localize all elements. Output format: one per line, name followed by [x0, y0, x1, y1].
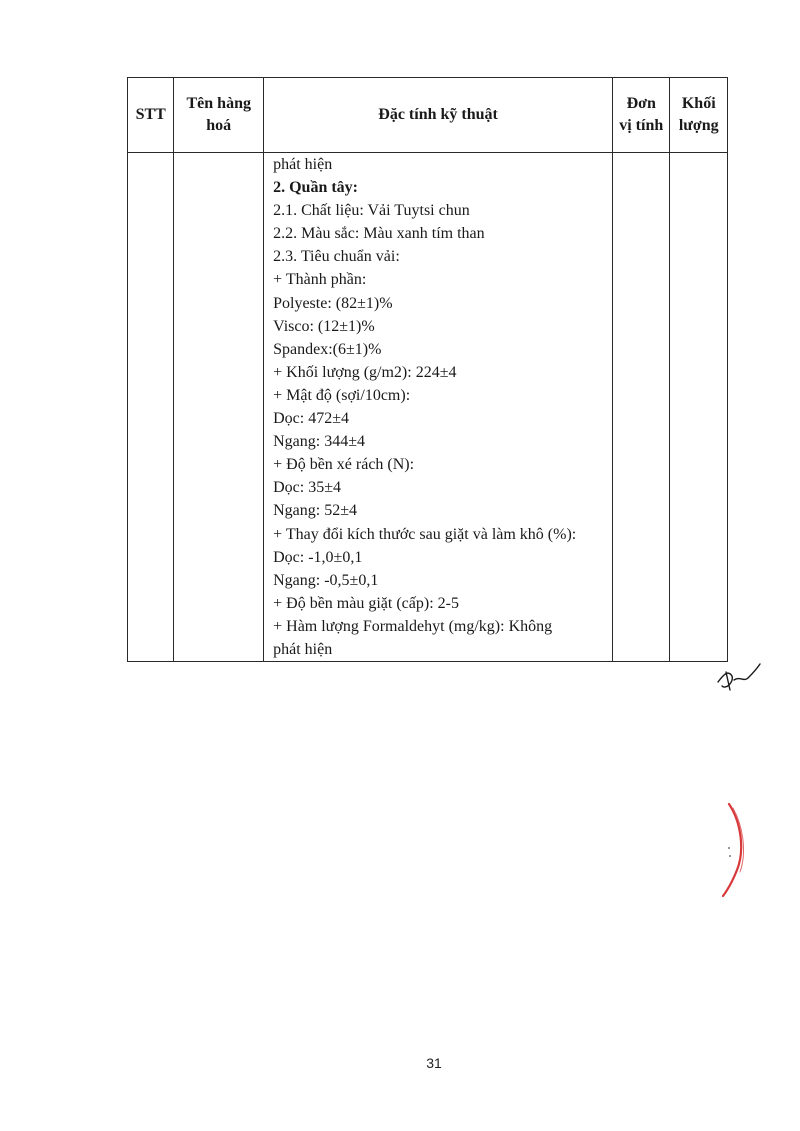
spec-line: + Mật độ (sợi/10cm): [273, 386, 411, 404]
cell-unit [613, 153, 670, 662]
spec-line: Dọc: -1,0±0,1 [273, 548, 363, 566]
header-technical-spec: Đặc tính kỹ thuật [264, 78, 613, 153]
cell-item-name [174, 153, 264, 662]
header-weight: Khối lượng [670, 78, 728, 153]
cell-weight [670, 153, 728, 662]
spec-line: + Thành phần: [273, 271, 367, 289]
spec-line: + Độ bền màu giặt (cấp): 2-5 [273, 594, 459, 612]
spec-line: Dọc: 35±4 [273, 479, 341, 497]
spec-line: Spandex:(6±1)% [273, 340, 382, 358]
signature-initials [712, 660, 762, 696]
spec-line: phát hiện [273, 156, 333, 173]
red-stamp-edge [715, 800, 755, 900]
spec-line: + Hàm lượng Formaldehyt (mg/kg): Không [273, 617, 553, 635]
header-item-name: Tên hàng hoá [174, 78, 264, 153]
spec-line: + Thay đổi kích thước sau giặt và làm khô (%): [273, 525, 577, 543]
spec-section-heading: 2. Quần tây: [273, 179, 359, 197]
spec-line: 2.2. Màu sắc: Màu xanh tím than [273, 225, 485, 243]
spec-lines [264, 153, 612, 661]
table-row [128, 153, 728, 662]
header-stt: STT [128, 78, 174, 153]
spec-line: Ngang: 344±4 [273, 433, 365, 451]
spec-table [127, 77, 728, 662]
spec-line: phát hiện [273, 640, 333, 658]
spec-line: 2.1. Chất liệu: Vải Tuytsi chun [273, 202, 470, 220]
spec-line: 2.3. Tiêu chuẩn vải: [273, 248, 400, 266]
spec-line: Dọc: 472±4 [273, 410, 349, 428]
spec-line: Ngang: -0,5±0,1 [273, 571, 379, 589]
spec-line: + Khối lượng (g/m2): 224±4 [273, 363, 457, 381]
header-unit: Đơn vị tính [613, 78, 670, 153]
spec-line: + Độ bền xé rách (N): [273, 456, 415, 474]
table-header-row [128, 78, 728, 153]
page-number: 31 [426, 1055, 442, 1071]
spec-line: Ngang: 52±4 [273, 502, 357, 520]
cell-stt [128, 153, 174, 662]
spec-line: Visco: (12±1)% [273, 317, 375, 335]
spec-line: Polyeste: (82±1)% [273, 294, 393, 312]
cell-technical-spec [264, 153, 613, 662]
